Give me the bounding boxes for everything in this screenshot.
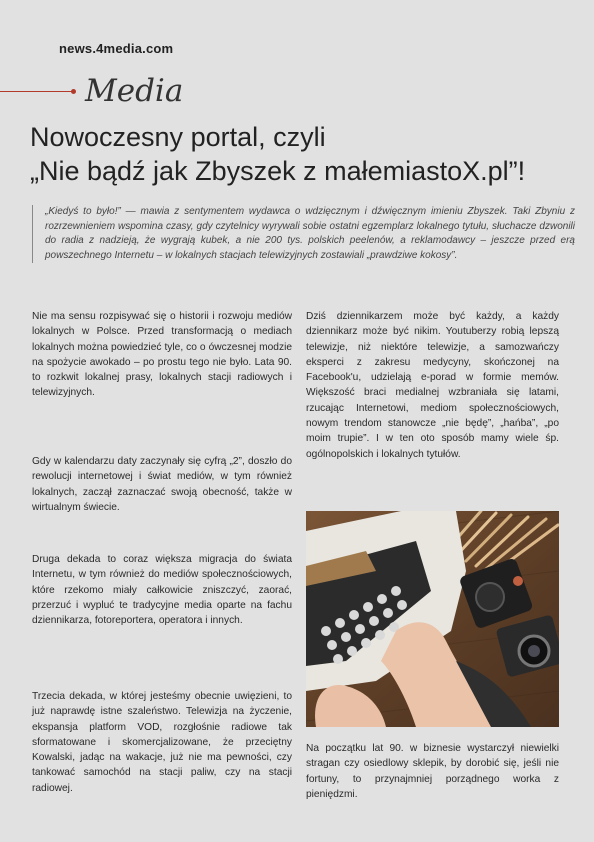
section-divider <box>0 91 74 92</box>
section-divider-dot <box>71 89 76 94</box>
article-lead: „Kiedyś to było!” — mawia z sentymentem wydawca o wdzięcznym i dźwięcznym imieniu Zbyszek. Taki Zbyniu z rozrzewnieniem wspomina czasy, gdy czytelnicy wyrywali sobie ostatni egzemplarz lokalnego tytułu, słuchacze dzwonili do radia z nadzieją, że wygrają kubek, a nie 200 tys. polskich peelenów, a reklamodawcy – jeszcze przed erą powszechnego Internetu – w lokalnych stacjach telewizyjnych zostawiali „prawdziwe kokosy”. <box>32 205 575 263</box>
column-2-paragraph-2 <box>306 741 559 802</box>
column-1-paragraph-1 <box>32 309 292 401</box>
paragraph: Druga dekada to coraz większa migracja do świata Internetu, w tym również do mediów społecznościowych, które rzekomo miały całkowicie zniszczyć, zaorać, przerzuć i wypluć te tradycyjne media oparte na fachu dziennikarza, fotoreportera, operatora i innych. <box>32 554 292 627</box>
paragraph: Gdy w kalendarzu daty zaczynały się cyfrą „2”, doszło do rewolucji internetowej i świat mediów, w tym również lokalnych, zaczął zaznaczać swoją obecność, także w wirtualnym świecie. <box>32 456 292 513</box>
article-headline <box>30 120 580 188</box>
paragraph: Nie ma sensu rozpisywać się o historii i rozwoju mediów lokalnych w Polsce. Przed transformacją o mediach lokalnych można powiedzieć tyle, co o ówczesnej modzie na spożycie awokado – po prostu tego nie było. Lata 90. to rozkwit lokalnej prasy, lokalnych stacji radiowych i telewizyjnych. <box>32 311 292 399</box>
section-title: Media <box>85 73 184 109</box>
site-name: news.4media.com <box>59 41 174 56</box>
column-1-paragraph-4 <box>32 689 292 796</box>
paragraph: Trzecia dekada, w której jesteśmy obecnie uwięzieni, to już naprawdę istne szaleństwo. Telewizja na życzenie, ekspansja platform VOD, rozgłośnie radiowe tak sformatowane i skomercjalizowane, że przeciętny Kowalski, jadąc na wakacje, już nie ma pewności, czy tankować samochód na stacji paliw, czy na stacji radiowej. <box>32 691 292 794</box>
paragraph: Dziś dziennikarzem może być każdy, a każdy dziennikarz może być nikim. Youtuberzy robią lepszą telewizje, niż niektóre telewizje, a samozwańczy eksperci z zakresu medycyny, skończonej na Facebook'u, udzielają e-porad w formie memów. Większość braci medialnej wzbraniała się latami, rzucając Internetowi, mediom społecznościowych, nowym trendom stanowcze „nie będę”, „hańba”, „po moim trupie”. I w ten oto sposób mamy wiele śp. ogólnopolskich i lokalnych tytułów. <box>306 311 559 460</box>
headline-line-1: Nowoczesny portal, czyli <box>30 122 326 152</box>
column-1-paragraph-3 <box>32 552 292 628</box>
typewriter-photo <box>306 511 559 727</box>
paragraph: Na początku lat 90. w biznesie wystarczył niewielki stragan czy osiedlowy sklepik, by dorobić się, jeśli nie fortuny, to przynajmniej porządnego worka z pieniędzmi. <box>306 743 559 800</box>
column-2-paragraph-1 <box>306 309 559 462</box>
headline-line-2: „Nie bądź jak Zbyszek z małemiastoX.pl”! <box>30 156 526 186</box>
column-1-paragraph-2 <box>32 454 292 515</box>
